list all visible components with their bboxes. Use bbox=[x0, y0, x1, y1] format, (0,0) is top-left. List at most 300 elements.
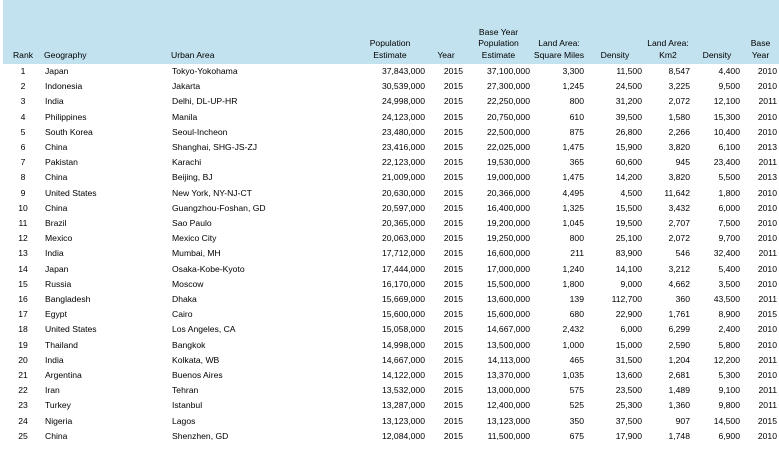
cell-base-year-population-estimate[interactable]: 15,600,000 bbox=[486, 309, 530, 320]
cell-base-year[interactable]: 2010 bbox=[757, 278, 777, 289]
cell-density-square-miles[interactable]: 11,500 bbox=[616, 66, 642, 76]
cell-base-year[interactable]: 2015 bbox=[757, 415, 777, 426]
table-row[interactable] bbox=[3, 353, 779, 368]
cell-density-km2[interactable]: 43,500 bbox=[713, 294, 740, 305]
table-row[interactable] bbox=[3, 429, 779, 444]
cell-density-square-miles[interactable]: 37,500 bbox=[615, 415, 642, 426]
cell-land-area-km2[interactable]: 1,360 bbox=[668, 400, 690, 411]
cell-base-year[interactable]: 2011 bbox=[758, 354, 777, 365]
cell-urban-area[interactable]: Bangkok bbox=[172, 339, 206, 350]
cell-year[interactable]: 2015 bbox=[443, 157, 463, 168]
cell-population-estimate[interactable]: 30,539,000 bbox=[381, 81, 425, 92]
table-row[interactable] bbox=[3, 216, 779, 231]
cell-population-estimate[interactable]: 22,123,000 bbox=[381, 157, 425, 168]
cell-urban-area[interactable]: Manila bbox=[172, 111, 198, 122]
cell-year[interactable]: 2015 bbox=[443, 400, 463, 411]
cell-base-year-population-estimate[interactable]: 13,500,000 bbox=[486, 339, 530, 350]
cell-density-km2[interactable]: 8,900 bbox=[718, 309, 740, 320]
cell-rank[interactable]: 9 bbox=[20, 187, 26, 198]
table-row[interactable] bbox=[3, 246, 779, 261]
cell-base-year[interactable]: 2010 bbox=[757, 187, 777, 198]
cell-land-area-km2[interactable]: 4,662 bbox=[668, 278, 690, 289]
cell-base-year[interactable]: 2010 bbox=[757, 66, 777, 76]
cell-land-area-km2[interactable]: 2,707 bbox=[668, 218, 690, 229]
cell-urban-area[interactable]: Mexico City bbox=[172, 233, 217, 244]
table-row[interactable] bbox=[3, 231, 779, 246]
cell-land-area-square-miles[interactable]: 3,300 bbox=[562, 66, 584, 76]
cell-population-estimate[interactable]: 23,416,000 bbox=[381, 142, 425, 153]
cell-urban-area[interactable]: Moscow bbox=[172, 278, 204, 289]
cell-urban-area[interactable]: Jakarta bbox=[172, 81, 201, 92]
cell-land-area-km2[interactable]: 3,820 bbox=[668, 172, 690, 183]
cell-density-square-miles[interactable]: 25,300 bbox=[615, 400, 642, 411]
cell-geography[interactable]: Mexico bbox=[45, 233, 73, 244]
cell-base-year-population-estimate[interactable]: 14,113,000 bbox=[487, 354, 530, 365]
cell-density-square-miles[interactable]: 13,600 bbox=[615, 370, 642, 381]
cell-year[interactable]: 2015 bbox=[443, 111, 463, 122]
cell-base-year[interactable]: 2010 bbox=[757, 111, 777, 122]
cell-rank[interactable]: 22 bbox=[18, 385, 28, 396]
cell-geography[interactable]: Japan bbox=[45, 263, 69, 274]
cell-base-year[interactable]: 2013 bbox=[757, 142, 777, 153]
cell-density-km2[interactable]: 12,200 bbox=[713, 354, 740, 365]
cell-land-area-km2[interactable]: 1,761 bbox=[668, 309, 690, 320]
cell-rank[interactable]: 12 bbox=[18, 233, 28, 244]
header-urban-area[interactable]: Urban Area bbox=[170, 0, 353, 64]
cell-land-area-square-miles[interactable]: 139 bbox=[569, 294, 584, 305]
cell-density-square-miles[interactable]: 25,100 bbox=[615, 233, 642, 244]
cell-rank[interactable]: 4 bbox=[20, 111, 26, 122]
cell-land-area-square-miles[interactable]: 610 bbox=[569, 111, 584, 122]
cell-rank[interactable]: 11 bbox=[18, 218, 28, 229]
cell-rank[interactable]: 17 bbox=[18, 309, 28, 320]
cell-population-estimate[interactable]: 24,123,000 bbox=[381, 111, 425, 122]
cell-geography[interactable]: Japan bbox=[45, 66, 69, 76]
cell-year[interactable]: 2015 bbox=[443, 81, 463, 92]
cell-base-year[interactable]: 2010 bbox=[757, 202, 777, 213]
cell-geography[interactable]: India bbox=[45, 96, 64, 107]
cell-rank[interactable]: 21 bbox=[18, 370, 28, 381]
cell-land-area-square-miles[interactable]: 575 bbox=[569, 385, 584, 396]
cell-population-estimate[interactable]: 13,123,000 bbox=[381, 415, 425, 426]
cell-base-year-population-estimate[interactable]: 19,200,000 bbox=[486, 218, 530, 229]
cell-rank[interactable]: 15 bbox=[18, 278, 28, 289]
header-year[interactable]: Year bbox=[427, 0, 465, 64]
cell-rank[interactable]: 20 bbox=[18, 354, 28, 365]
cell-population-estimate[interactable]: 14,998,000 bbox=[381, 339, 425, 350]
header-density-km2[interactable]: Density bbox=[692, 0, 742, 64]
cell-population-estimate[interactable]: 15,669,000 bbox=[381, 294, 425, 305]
cell-year[interactable]: 2015 bbox=[443, 96, 463, 107]
cell-rank[interactable]: 1 bbox=[20, 66, 26, 76]
cell-land-area-square-miles[interactable]: 800 bbox=[569, 96, 584, 107]
cell-urban-area[interactable]: Istanbul bbox=[172, 400, 203, 411]
cell-density-km2[interactable]: 10,400 bbox=[713, 126, 740, 137]
cell-geography[interactable]: Bangladesh bbox=[45, 294, 91, 305]
cell-rank[interactable]: 18 bbox=[18, 324, 28, 335]
cell-base-year[interactable]: 2011 bbox=[758, 248, 777, 259]
table-row[interactable] bbox=[3, 155, 779, 170]
cell-base-year[interactable]: 2010 bbox=[757, 324, 777, 335]
cell-geography[interactable]: China bbox=[45, 202, 68, 213]
cell-base-year-population-estimate[interactable]: 27,300,000 bbox=[486, 81, 530, 92]
cell-year[interactable]: 2015 bbox=[443, 202, 463, 213]
cell-population-estimate[interactable]: 37,843,000 bbox=[381, 66, 425, 76]
table-row[interactable] bbox=[3, 170, 779, 185]
cell-rank[interactable]: 25 bbox=[18, 430, 28, 441]
cell-urban-area[interactable]: Lagos bbox=[172, 415, 196, 426]
cell-land-area-km2[interactable]: 3,212 bbox=[668, 263, 690, 274]
cell-urban-area[interactable]: Seoul-Incheon bbox=[172, 126, 228, 137]
table-row[interactable] bbox=[3, 140, 779, 155]
table-row[interactable] bbox=[3, 383, 779, 398]
cell-base-year-population-estimate[interactable]: 16,400,000 bbox=[486, 202, 530, 213]
cell-urban-area[interactable]: Delhi, DL-UP-HR bbox=[172, 96, 238, 107]
cell-base-year[interactable]: 2010 bbox=[757, 263, 777, 274]
cell-year[interactable]: 2015 bbox=[443, 233, 463, 244]
cell-year[interactable]: 2015 bbox=[443, 187, 463, 198]
cell-density-square-miles[interactable]: 22,900 bbox=[615, 309, 642, 320]
cell-land-area-square-miles[interactable]: 680 bbox=[569, 309, 584, 320]
cell-base-year-population-estimate[interactable]: 22,250,000 bbox=[486, 96, 530, 107]
cell-year[interactable]: 2015 bbox=[443, 430, 463, 441]
cell-urban-area[interactable]: Beijing, BJ bbox=[172, 172, 213, 183]
cell-density-square-miles[interactable]: 14,200 bbox=[615, 172, 642, 183]
header-base-year-population-estimate[interactable]: Base Year Population Estimate bbox=[465, 0, 532, 64]
cell-population-estimate[interactable]: 20,630,000 bbox=[381, 187, 425, 198]
cell-land-area-square-miles[interactable]: 365 bbox=[569, 157, 584, 168]
cell-land-area-km2[interactable]: 2,072 bbox=[668, 96, 690, 107]
header-geography[interactable]: Geography bbox=[43, 0, 170, 64]
table-row[interactable] bbox=[3, 338, 779, 353]
cell-urban-area[interactable]: Dhaka bbox=[172, 294, 197, 305]
cell-land-area-square-miles[interactable]: 211 bbox=[570, 248, 584, 259]
cell-base-year-population-estimate[interactable]: 13,600,000 bbox=[486, 294, 530, 305]
cell-density-square-miles[interactable]: 9,000 bbox=[620, 278, 642, 289]
cell-land-area-square-miles[interactable]: 465 bbox=[569, 354, 584, 365]
cell-rank[interactable]: 14 bbox=[18, 263, 28, 274]
cell-population-estimate[interactable]: 20,365,000 bbox=[381, 218, 425, 229]
cell-geography[interactable]: Iran bbox=[45, 385, 60, 396]
header-density-square-miles[interactable]: Density bbox=[586, 0, 644, 64]
cell-geography[interactable]: Pakistan bbox=[45, 157, 78, 168]
cell-geography[interactable]: China bbox=[45, 430, 68, 441]
header-population-estimate[interactable]: Population Estimate bbox=[353, 0, 427, 64]
cell-geography[interactable]: China bbox=[45, 172, 68, 183]
cell-density-square-miles[interactable]: 23,500 bbox=[615, 385, 642, 396]
cell-population-estimate[interactable]: 14,667,000 bbox=[381, 354, 425, 365]
cell-density-km2[interactable]: 4,400 bbox=[718, 66, 740, 76]
cell-urban-area[interactable]: Karachi bbox=[172, 157, 202, 168]
cell-land-area-square-miles[interactable]: 1,240 bbox=[562, 263, 584, 274]
cell-land-area-km2[interactable]: 360 bbox=[675, 294, 690, 305]
table-row[interactable] bbox=[3, 186, 779, 201]
cell-geography[interactable]: India bbox=[45, 248, 64, 259]
cell-geography[interactable]: Brazil bbox=[45, 218, 67, 229]
cell-density-square-miles[interactable]: 19,500 bbox=[615, 218, 642, 229]
cell-base-year[interactable]: 2010 bbox=[757, 81, 777, 92]
cell-geography[interactable]: South Korea bbox=[45, 126, 93, 137]
cell-rank[interactable]: 6 bbox=[20, 142, 26, 153]
cell-year[interactable]: 2015 bbox=[443, 248, 463, 259]
cell-density-km2[interactable]: 12,100 bbox=[713, 96, 740, 107]
cell-urban-area[interactable]: Cairo bbox=[172, 309, 193, 320]
cell-density-km2[interactable]: 6,100 bbox=[718, 142, 740, 153]
table-row[interactable] bbox=[3, 277, 779, 292]
cell-geography[interactable]: China bbox=[45, 142, 68, 153]
cell-urban-area[interactable]: Guangzhou-Foshan, GD bbox=[172, 202, 266, 213]
cell-geography[interactable]: Argentina bbox=[45, 370, 82, 381]
header-rank[interactable]: Rank bbox=[3, 0, 43, 64]
cell-density-square-miles[interactable]: 4,500 bbox=[620, 187, 642, 198]
cell-urban-area[interactable]: Tokyo-Yokohama bbox=[172, 66, 238, 76]
cell-land-area-square-miles[interactable]: 1,000 bbox=[562, 339, 584, 350]
cell-density-km2[interactable]: 2,400 bbox=[718, 324, 740, 335]
table-row[interactable] bbox=[3, 125, 779, 140]
cell-geography[interactable]: Russia bbox=[45, 278, 72, 289]
cell-rank[interactable]: 2 bbox=[20, 81, 26, 92]
cell-population-estimate[interactable]: 13,287,000 bbox=[381, 400, 425, 411]
cell-land-area-km2[interactable]: 2,266 bbox=[668, 126, 690, 137]
cell-geography[interactable]: Philippines bbox=[45, 111, 87, 122]
cell-base-year-population-estimate[interactable]: 19,530,000 bbox=[486, 157, 530, 168]
cell-density-square-miles[interactable]: 15,900 bbox=[615, 142, 642, 153]
cell-rank[interactable]: 3 bbox=[20, 96, 26, 107]
cell-year[interactable]: 2015 bbox=[443, 126, 463, 137]
cell-rank[interactable]: 16 bbox=[18, 294, 28, 305]
cell-density-km2[interactable]: 9,800 bbox=[718, 400, 740, 411]
cell-population-estimate[interactable]: 24,998,000 bbox=[381, 96, 425, 107]
cell-land-area-square-miles[interactable]: 350 bbox=[569, 415, 584, 426]
cell-rank[interactable]: 5 bbox=[20, 126, 26, 137]
cell-land-area-km2[interactable]: 1,489 bbox=[668, 385, 690, 396]
cell-land-area-square-miles[interactable]: 525 bbox=[569, 400, 584, 411]
table-row[interactable] bbox=[3, 110, 779, 125]
cell-density-km2[interactable]: 32,400 bbox=[713, 248, 740, 259]
header-land-area-km2[interactable]: Land Area: Km2 bbox=[644, 0, 692, 64]
cell-land-area-square-miles[interactable]: 4,495 bbox=[562, 187, 584, 198]
cell-density-km2[interactable]: 6,900 bbox=[718, 430, 740, 441]
cell-base-year[interactable]: 2010 bbox=[757, 233, 777, 244]
table-row[interactable] bbox=[3, 292, 779, 307]
cell-rank[interactable]: 8 bbox=[20, 172, 26, 183]
cell-density-km2[interactable]: 9,100 bbox=[718, 385, 740, 396]
cell-land-area-km2[interactable]: 3,225 bbox=[668, 81, 690, 92]
cell-base-year-population-estimate[interactable]: 37,100,000 bbox=[486, 66, 530, 76]
cell-land-area-square-miles[interactable]: 2,432 bbox=[562, 324, 584, 335]
cell-land-area-square-miles[interactable]: 875 bbox=[569, 126, 584, 137]
cell-base-year[interactable]: 2011 bbox=[758, 294, 777, 305]
cell-land-area-square-miles[interactable]: 1,035 bbox=[562, 370, 584, 381]
cell-year[interactable]: 2015 bbox=[443, 309, 463, 320]
cell-geography[interactable]: Indonesia bbox=[45, 81, 83, 92]
cell-year[interactable]: 2015 bbox=[443, 218, 463, 229]
cell-population-estimate[interactable]: 12,084,000 bbox=[381, 430, 425, 441]
cell-land-area-square-miles[interactable]: 1,800 bbox=[562, 278, 584, 289]
cell-urban-area[interactable]: Sao Paulo bbox=[172, 218, 212, 229]
cell-land-area-square-miles[interactable]: 1,475 bbox=[562, 142, 584, 153]
cell-base-year[interactable]: 2010 bbox=[757, 370, 777, 381]
cell-base-year[interactable]: 2010 bbox=[757, 218, 777, 229]
cell-geography[interactable]: Egypt bbox=[45, 309, 67, 320]
table-row[interactable] bbox=[3, 64, 779, 79]
cell-population-estimate[interactable]: 23,480,000 bbox=[381, 126, 425, 137]
cell-base-year-population-estimate[interactable]: 19,000,000 bbox=[486, 172, 530, 183]
cell-geography[interactable]: Thailand bbox=[45, 339, 78, 350]
table-row[interactable] bbox=[3, 368, 779, 383]
cell-density-km2[interactable]: 9,500 bbox=[718, 81, 740, 92]
cell-land-area-km2[interactable]: 11,642 bbox=[664, 187, 690, 198]
cell-land-area-km2[interactable]: 1,580 bbox=[668, 111, 690, 122]
cell-base-year-population-estimate[interactable]: 14,667,000 bbox=[486, 324, 530, 335]
cell-base-year-population-estimate[interactable]: 22,500,000 bbox=[486, 126, 530, 137]
cell-land-area-square-miles[interactable]: 1,045 bbox=[562, 218, 584, 229]
cell-year[interactable]: 2015 bbox=[443, 294, 463, 305]
cell-base-year[interactable]: 2011 bbox=[758, 157, 777, 168]
cell-geography[interactable]: United States bbox=[45, 187, 97, 198]
cell-year[interactable]: 2015 bbox=[443, 324, 463, 335]
cell-base-year-population-estimate[interactable]: 13,000,000 bbox=[486, 385, 530, 396]
cell-base-year[interactable]: 2011 bbox=[758, 385, 777, 396]
cell-land-area-km2[interactable]: 945 bbox=[675, 157, 690, 168]
cell-population-estimate[interactable]: 13,532,000 bbox=[381, 385, 425, 396]
cell-density-square-miles[interactable]: 26,800 bbox=[615, 126, 642, 137]
cell-density-km2[interactable]: 9,700 bbox=[718, 233, 740, 244]
cell-population-estimate[interactable]: 17,712,000 bbox=[381, 248, 425, 259]
cell-population-estimate[interactable]: 21,009,000 bbox=[381, 172, 425, 183]
cell-land-area-km2[interactable]: 3,432 bbox=[668, 202, 690, 213]
table-row[interactable] bbox=[3, 307, 779, 322]
cell-base-year-population-estimate[interactable]: 17,000,000 bbox=[486, 263, 530, 274]
cell-population-estimate[interactable]: 17,444,000 bbox=[381, 263, 425, 274]
cell-density-square-miles[interactable]: 17,900 bbox=[615, 430, 642, 441]
cell-year[interactable]: 2015 bbox=[443, 278, 463, 289]
cell-year[interactable]: 2015 bbox=[443, 354, 463, 365]
cell-density-square-miles[interactable]: 14,100 bbox=[615, 263, 642, 274]
cell-base-year-population-estimate[interactable]: 13,123,000 bbox=[486, 415, 530, 426]
cell-base-year-population-estimate[interactable]: 19,250,000 bbox=[486, 233, 530, 244]
cell-urban-area[interactable]: Kolkata, WB bbox=[172, 354, 220, 365]
cell-base-year-population-estimate[interactable]: 16,600,000 bbox=[486, 248, 530, 259]
cell-density-km2[interactable]: 5,300 bbox=[718, 370, 740, 381]
cell-year[interactable]: 2015 bbox=[443, 142, 463, 153]
cell-density-km2[interactable]: 5,800 bbox=[718, 339, 740, 350]
cell-density-km2[interactable]: 14,500 bbox=[713, 415, 740, 426]
cell-base-year[interactable]: 2015 bbox=[757, 309, 777, 320]
header-land-area-square-miles[interactable]: Land Area: Square Miles bbox=[532, 0, 586, 64]
cell-density-square-miles[interactable]: 24,500 bbox=[615, 81, 642, 92]
cell-base-year-population-estimate[interactable]: 12,400,000 bbox=[486, 400, 530, 411]
cell-land-area-km2[interactable]: 2,681 bbox=[668, 370, 690, 381]
cell-geography[interactable]: United States bbox=[45, 324, 97, 335]
cell-density-km2[interactable]: 3,500 bbox=[718, 278, 740, 289]
cell-rank[interactable]: 23 bbox=[18, 400, 28, 411]
cell-year[interactable]: 2015 bbox=[443, 385, 463, 396]
cell-urban-area[interactable]: Buenos Aires bbox=[172, 370, 223, 381]
cell-urban-area[interactable]: New York, NY-NJ-CT bbox=[172, 187, 252, 198]
cell-year[interactable]: 2015 bbox=[443, 263, 463, 274]
cell-base-year-population-estimate[interactable]: 15,500,000 bbox=[486, 278, 530, 289]
cell-density-square-miles[interactable]: 6,000 bbox=[620, 324, 642, 335]
cell-land-area-km2[interactable]: 2,590 bbox=[668, 339, 690, 350]
cell-land-area-km2[interactable]: 3,820 bbox=[668, 142, 690, 153]
cell-population-estimate[interactable]: 15,058,000 bbox=[381, 324, 425, 335]
cell-base-year-population-estimate[interactable]: 20,750,000 bbox=[486, 111, 530, 122]
cell-rank[interactable]: 19 bbox=[18, 339, 28, 350]
table-row[interactable] bbox=[3, 414, 779, 429]
cell-density-square-miles[interactable]: 31,500 bbox=[615, 354, 642, 365]
cell-density-square-miles[interactable]: 39,500 bbox=[615, 111, 642, 122]
cell-base-year[interactable]: 2010 bbox=[757, 339, 777, 350]
cell-year[interactable]: 2015 bbox=[443, 66, 463, 76]
cell-base-year[interactable]: 2011 bbox=[758, 400, 777, 411]
cell-year[interactable]: 2015 bbox=[443, 339, 463, 350]
table-row[interactable] bbox=[3, 201, 779, 216]
cell-land-area-km2[interactable]: 8,547 bbox=[668, 66, 690, 76]
cell-geography[interactable]: Nigeria bbox=[45, 415, 73, 426]
cell-land-area-km2[interactable]: 6,299 bbox=[668, 324, 690, 335]
cell-land-area-km2[interactable]: 1,748 bbox=[668, 430, 690, 441]
cell-rank[interactable]: 10 bbox=[18, 202, 28, 213]
cell-rank[interactable]: 7 bbox=[20, 157, 26, 168]
cell-land-area-square-miles[interactable]: 675 bbox=[569, 430, 584, 441]
cell-base-year-population-estimate[interactable]: 11,500,000 bbox=[487, 430, 530, 441]
cell-population-estimate[interactable]: 16,170,000 bbox=[381, 278, 425, 289]
cell-urban-area[interactable]: Los Angeles, CA bbox=[172, 324, 236, 335]
cell-density-square-miles[interactable]: 31,200 bbox=[615, 96, 642, 107]
cell-density-square-miles[interactable]: 15,500 bbox=[615, 202, 642, 213]
header-base-year[interactable]: Base Year bbox=[742, 0, 779, 64]
cell-density-square-miles[interactable]: 83,900 bbox=[615, 248, 642, 259]
cell-base-year[interactable]: 2011 bbox=[758, 96, 777, 107]
cell-density-km2[interactable]: 15,300 bbox=[713, 111, 740, 122]
cell-rank[interactable]: 13 bbox=[18, 248, 28, 259]
cell-land-area-square-miles[interactable]: 1,475 bbox=[562, 172, 584, 183]
cell-density-square-miles[interactable]: 15,000 bbox=[615, 339, 642, 350]
cell-density-km2[interactable]: 1,800 bbox=[718, 187, 740, 198]
table-row[interactable] bbox=[3, 322, 779, 337]
cell-year[interactable]: 2015 bbox=[443, 172, 463, 183]
cell-density-km2[interactable]: 6,000 bbox=[718, 202, 740, 213]
cell-base-year-population-estimate[interactable]: 20,366,000 bbox=[486, 187, 530, 198]
cell-density-km2[interactable]: 5,500 bbox=[718, 172, 740, 183]
cell-year[interactable]: 2015 bbox=[443, 415, 463, 426]
cell-population-estimate[interactable]: 15,600,000 bbox=[381, 309, 425, 320]
cell-urban-area[interactable]: Osaka-Kobe-Kyoto bbox=[172, 263, 245, 274]
cell-urban-area[interactable]: Tehran bbox=[172, 385, 199, 396]
cell-base-year[interactable]: 2010 bbox=[757, 126, 777, 137]
cell-land-area-km2[interactable]: 546 bbox=[675, 248, 690, 259]
cell-density-square-miles[interactable]: 112,700 bbox=[611, 294, 642, 305]
cell-population-estimate[interactable]: 14,122,000 bbox=[381, 370, 425, 381]
cell-density-square-miles[interactable]: 60,600 bbox=[615, 157, 642, 168]
cell-land-area-km2[interactable]: 907 bbox=[675, 415, 690, 426]
cell-rank[interactable]: 24 bbox=[18, 415, 28, 426]
cell-urban-area[interactable]: Mumbai, MH bbox=[172, 248, 221, 259]
cell-base-year[interactable]: 2010 bbox=[757, 430, 777, 441]
cell-population-estimate[interactable]: 20,597,000 bbox=[381, 202, 425, 213]
cell-base-year-population-estimate[interactable]: 13,370,000 bbox=[486, 370, 530, 381]
cell-density-km2[interactable]: 5,400 bbox=[718, 263, 740, 274]
cell-base-year-population-estimate[interactable]: 22,025,000 bbox=[486, 142, 530, 153]
cell-population-estimate[interactable]: 20,063,000 bbox=[381, 233, 425, 244]
table-row[interactable] bbox=[3, 94, 779, 109]
table-row[interactable] bbox=[3, 79, 779, 94]
table-row[interactable] bbox=[3, 262, 779, 277]
cell-urban-area[interactable]: Shanghai, SHG-JS-ZJ bbox=[172, 142, 258, 153]
cell-density-km2[interactable]: 23,400 bbox=[713, 157, 740, 168]
cell-land-area-km2[interactable]: 2,072 bbox=[668, 233, 690, 244]
